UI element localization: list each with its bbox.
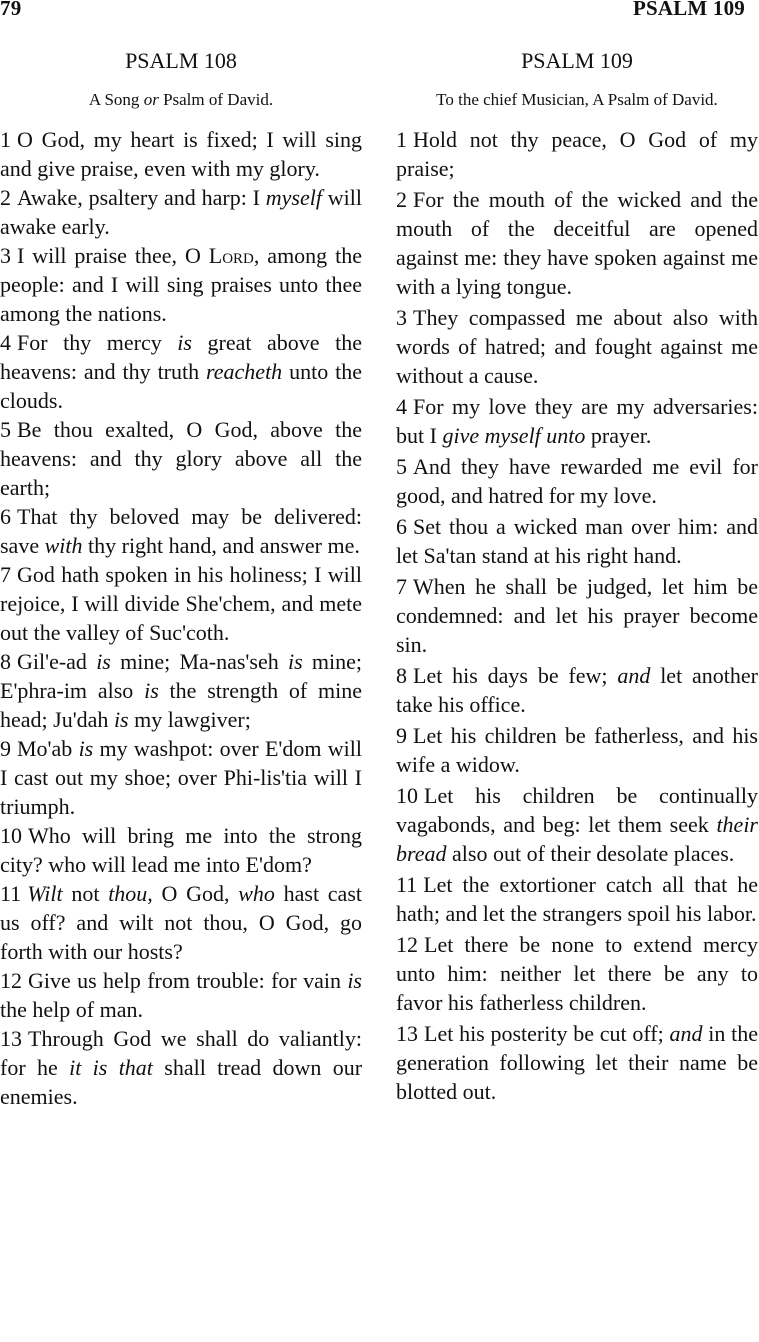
verse	[396, 185, 758, 301]
verse-number: 2	[396, 187, 407, 212]
verse-text: thy right hand, and answer me.	[82, 533, 360, 558]
verse-text: and	[669, 1021, 703, 1046]
verse-number: 10	[0, 823, 22, 848]
verse-text: And they have rewarded me evil for good, and hatred for my love.	[396, 454, 758, 508]
verse-text: myself	[265, 185, 322, 210]
verse-text: Gil'e-ad	[17, 649, 97, 674]
verse-number: 3	[396, 305, 407, 330]
verse-text: who	[238, 881, 275, 906]
verse-text: For thy mercy	[17, 330, 178, 355]
psalm-109-verses	[396, 125, 758, 1106]
verse-text: the help of man.	[0, 997, 143, 1022]
verse	[396, 452, 758, 510]
verse-text: is	[96, 649, 111, 674]
left-column	[0, 46, 362, 1111]
verse	[396, 781, 758, 868]
verse	[0, 879, 362, 966]
verse	[396, 572, 758, 659]
verse-text: Let his children be continually vagabonds, and beg: let them seek	[396, 783, 758, 837]
verse	[0, 502, 362, 560]
verse-number: 3	[0, 243, 11, 268]
verse-text: hast cast us off? and wilt not thou, O God, go forth with our hosts?	[0, 881, 362, 964]
verse-number: 9	[396, 723, 407, 748]
verse-text: Let the extortioner catch all that he hath; and let the strangers spoil his labor.	[396, 872, 758, 926]
verse-text: unto the clouds.	[0, 359, 362, 413]
verse-text: is	[347, 968, 362, 993]
psalm-108-verses	[0, 125, 362, 1111]
verse-text: O God,	[152, 881, 239, 906]
verse	[396, 661, 758, 719]
verse-text: with	[44, 533, 83, 558]
verse	[0, 966, 362, 1024]
verse	[396, 392, 758, 450]
superscription-text: To the chief Musician, A Psalm of David.	[436, 90, 718, 109]
verse-text: Wilt	[27, 881, 63, 906]
verse-number: 8	[0, 649, 11, 674]
verse-text: That thy beloved may be delivered: save	[0, 504, 362, 558]
verse-number: 4	[396, 394, 407, 419]
verse-text: not	[62, 881, 109, 906]
verse	[0, 647, 362, 734]
verse-text: great above the heavens: and thy truth	[0, 330, 362, 384]
verse-text: Awake, psaltery and harp: I	[17, 185, 266, 210]
verse-text: in the generation following let their name be blotted out.	[396, 1021, 758, 1104]
verse-number: 9	[0, 736, 11, 761]
verse-number: 5	[396, 454, 407, 479]
verse	[0, 821, 362, 879]
verse	[0, 415, 362, 502]
verse	[396, 930, 758, 1017]
verse	[0, 125, 362, 183]
verse	[396, 303, 758, 390]
verse-text: Who will bring me into the strong city? who will lead me into E'dom?	[0, 823, 362, 877]
verse-text: also out of their desolate places.	[446, 841, 735, 866]
verse	[396, 1019, 758, 1106]
verse-text: prayer.	[585, 423, 652, 448]
verse-text: thou,	[108, 881, 153, 906]
verse-text: will awake early.	[0, 185, 362, 239]
verse-text: For my love they are my adversaries: but I	[396, 394, 758, 448]
running-title: PSALM 109	[632, 0, 745, 20]
verse	[0, 241, 362, 328]
verse-text: it is that	[69, 1055, 153, 1080]
verse	[396, 721, 758, 779]
psalm-108-superscription	[0, 88, 362, 112]
verse-text: , among the people: and I will sing praises unto thee among the nations.	[0, 243, 362, 326]
verse-text: is	[113, 707, 129, 732]
verse	[0, 560, 362, 647]
verse-number: 2	[0, 185, 11, 210]
verse	[0, 328, 362, 415]
verse-text: Let his children be fatherless, and his wife a widow.	[396, 723, 758, 777]
verse-text: God hath spoken in his holiness; I will rejoice, I will divide She'chem, and mete out the valley of Suc'coth.	[0, 562, 362, 645]
verse-number: 12	[0, 968, 22, 993]
verse-text: my washpot: over E'dom will I cast out my shoe; over Phi-lis'tia will I triumph.	[0, 736, 362, 819]
superscription-text: A Song	[88, 90, 144, 109]
psalm-109-title: PSALM 109	[521, 48, 633, 73]
verse-text: my lawgiver;	[128, 707, 251, 732]
verse-number: 11	[0, 881, 22, 906]
verse-text: reacheth	[206, 359, 283, 384]
verse-text: let another take his office.	[396, 663, 758, 717]
verse-text: shall tread down our enemies.	[0, 1055, 363, 1109]
page-number: 79	[0, 0, 22, 20]
verse-number: 1	[0, 127, 11, 152]
verse-text: mine; Ma-nas'seh	[110, 649, 288, 674]
verse-text: is	[287, 649, 303, 674]
verse-text: I will praise thee, O	[17, 243, 209, 268]
verse-number: 10	[396, 783, 418, 808]
verse-text: Let there be none to extend mercy unto him: neither let there be any to favor his fatherless children.	[396, 932, 758, 1015]
verse-number: 6	[0, 504, 11, 529]
right-column	[396, 46, 758, 1108]
verse-text: They compassed me about also with words of hatred; and fought against me without a cause.	[396, 305, 758, 388]
verse-text: is	[177, 330, 192, 355]
verse-number: 8	[396, 663, 407, 688]
verse-text: is	[78, 736, 94, 761]
superscription-text: Psalm of David.	[158, 90, 274, 109]
verse-number: 13	[0, 1026, 22, 1051]
superscription-text: or	[143, 90, 159, 109]
psalm-108-title: PSALM 108	[125, 48, 237, 73]
verse-text: When he shall be judged, let him be condemned: and let his prayer become sin.	[396, 574, 758, 657]
verse-number: 11	[396, 872, 418, 897]
verse-text: Let his posterity be cut off;	[424, 1021, 670, 1046]
verse	[396, 125, 758, 183]
verse-text: Set thou a wicked man over him: and let Sa'tan stand at his right hand.	[396, 514, 758, 568]
verse-number: 13	[396, 1021, 418, 1046]
verse-number: 4	[0, 330, 11, 355]
verse	[0, 734, 362, 821]
verse-number: 7	[396, 574, 407, 599]
verse-number: 1	[396, 127, 407, 152]
verse-number: 12	[396, 932, 418, 957]
verse-text: Lord	[208, 243, 254, 268]
verse-text: Mo'ab	[17, 736, 79, 761]
verse-text: the strength of mine head; Ju'dah	[0, 678, 363, 732]
verse-number: 5	[0, 417, 11, 442]
verse-text: Give us help from trouble: for vain	[28, 968, 348, 993]
verse-text: Let his days be few;	[413, 663, 618, 688]
verse-text: Hold not thy peace, O God of my praise;	[396, 127, 758, 181]
verse-text: Be thou exalted, O God, above the heavens: and thy glory above all the earth;	[0, 417, 362, 500]
verse-number: 6	[396, 514, 407, 539]
verse-number: 7	[0, 562, 11, 587]
running-head	[0, 0, 759, 22]
verse-text: give myself unto	[442, 423, 586, 448]
verse-text: is	[144, 678, 159, 703]
verse-text: and	[617, 663, 651, 688]
verse-text: their bread	[396, 812, 758, 866]
verse-text: Through God we shall do valiantly: for he	[0, 1026, 362, 1080]
verse	[0, 183, 362, 241]
verse-text: mine; E'phra-im also	[0, 649, 362, 703]
psalm-109-superscription	[396, 88, 758, 112]
verse-text: O God, my heart is fixed; I will sing and give praise, even with my glory.	[0, 127, 362, 181]
verse-text: For the mouth of the wicked and the mouth of the deceitful are opened against me: they have spoken against me with a lying tongue.	[396, 187, 758, 299]
verse	[396, 870, 758, 928]
verse	[0, 1024, 362, 1111]
verse	[396, 512, 758, 570]
